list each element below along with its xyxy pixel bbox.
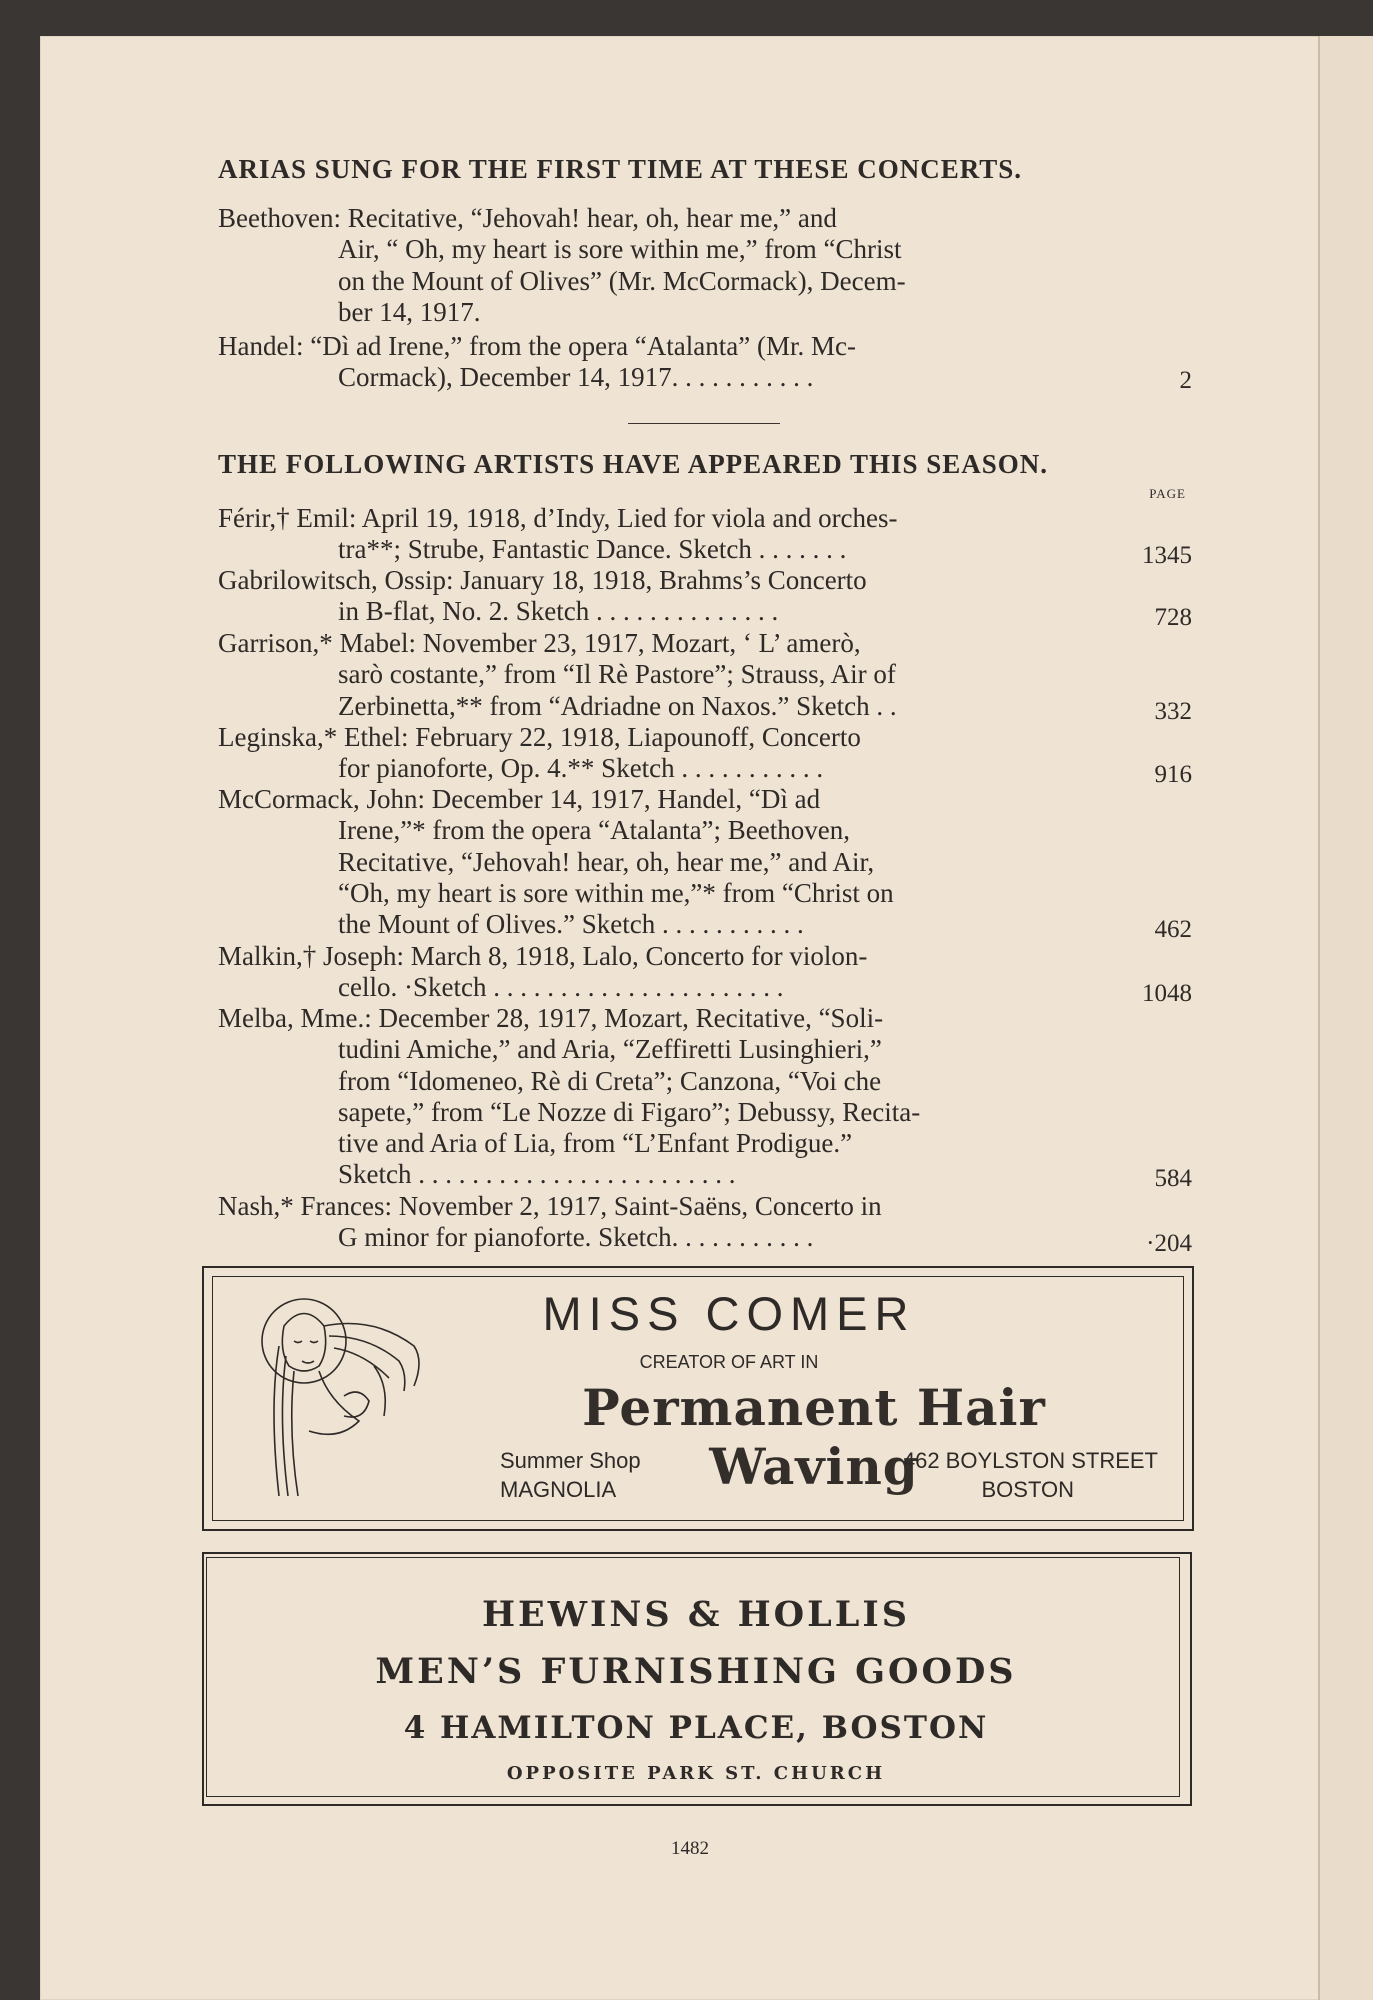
entry-line: McCormack, John: December 14, 1917, Handel, “Dì ad bbox=[218, 784, 821, 814]
page-ref: ·204 bbox=[1146, 1230, 1192, 1257]
section1-heading: ARIAS SUNG FOR THE FIRST TIME AT THESE CONCERTS. bbox=[218, 154, 1023, 184]
entry-nash bbox=[218, 1191, 1192, 1257]
entry-line: Gabrilowitsch, Ossip: January 18, 1918, Brahms’s Concerto bbox=[218, 565, 867, 595]
entry-line: sarò costante,” from “Il Rè Pastore”; Strauss, Air of bbox=[338, 659, 896, 690]
page-column-label: PAGE bbox=[1149, 486, 1186, 501]
ad-comer-right2: BOSTON bbox=[981, 1477, 1074, 1502]
ad-comer-left1: Summer Shop bbox=[500, 1448, 641, 1473]
entry-line: “Oh, my heart is sore within me,”* from “Christ on bbox=[338, 877, 894, 908]
section-divider bbox=[628, 423, 780, 424]
facing-page-edge bbox=[1318, 36, 1373, 2000]
ad-comer-left2: MAGNOLIA bbox=[500, 1477, 617, 1502]
entry-line: Zerbinetta,** from “Adriadne on Naxos.” Sketch . . bbox=[338, 690, 897, 721]
ad-comer-tagline: CREATOR OF ART IN bbox=[639, 1352, 819, 1372]
entry-gabrilowitsch bbox=[218, 565, 1192, 631]
entry-malkin bbox=[218, 941, 1192, 1007]
page-ref: 332 bbox=[1154, 698, 1192, 725]
entry-line: Air, “ Oh, my heart is sore within me,” from “Christ bbox=[338, 234, 902, 265]
entry-line: in B-flat, No. 2. Sketch . . . . . . . . . . . . . . bbox=[338, 596, 779, 627]
entry-line: Malkin,† Joseph: March 8, 1918, Lalo, Concerto for violon- bbox=[218, 941, 868, 971]
entry-line: Melba, Mme.: December 28, 1917, Mozart, Recitative, “Soli- bbox=[218, 1003, 884, 1033]
page-ref: 1345 bbox=[1142, 542, 1192, 569]
entry-garrison bbox=[218, 628, 1192, 725]
entry-line: Handel: “Dì ad Irene,” from the opera “Atalanta” (Mr. Mc- bbox=[218, 331, 856, 361]
ad-comer-right1: 462 BOYLSTON STREET bbox=[902, 1448, 1158, 1473]
entry-melba bbox=[218, 1003, 1192, 1191]
entry-line: Irene,”* from the opera “Atalanta”; Beethoven, bbox=[338, 815, 850, 846]
woman-portrait-illustration bbox=[234, 1286, 454, 1511]
entry-line: from “Idomeneo, Rè di Creta”; Canzona, “Voi che bbox=[338, 1065, 882, 1096]
entry-line: tudini Amiche,” and Aria, “Zeffiretti Lusinghieri,” bbox=[338, 1034, 882, 1065]
entry-line: Nash,* Frances: November 2, 1917, Saint-Saëns, Concerto in bbox=[218, 1191, 882, 1221]
ad-hewins-line1: HEWINS & HOLLIS bbox=[481, 1594, 911, 1635]
entry-line: Recitative, “Jehovah! hear, oh, hear me,” and Air, bbox=[338, 846, 875, 877]
ad-comer-service: Permanent Hair Waving bbox=[582, 1378, 1046, 1496]
entry-line: Garrison,* Mabel: November 23, 1917, Mozart, ‘ L’ amerò, bbox=[218, 628, 861, 658]
entry-line: Beethoven: Recitative, “Jehovah! hear, oh, hear me,” and bbox=[218, 203, 837, 233]
ad-comer-name: MISS COMER bbox=[542, 1287, 916, 1340]
section2-heading: THE FOLLOWING ARTISTS HAVE APPEARED THIS SEASON. bbox=[218, 449, 1049, 479]
entry-line: sapete,” from “Le Nozze di Figaro”; Debussy, Recita- bbox=[338, 1096, 921, 1127]
entry-line: tra**; Strube, Fantastic Dance. Sketch . . . . . . . bbox=[338, 534, 847, 565]
entry-beethoven bbox=[218, 203, 1192, 328]
entry-handel bbox=[218, 331, 1192, 394]
ad-hewins-line4: OPPOSITE PARK ST. CHURCH bbox=[506, 1763, 886, 1784]
page-ref: 916 bbox=[1154, 761, 1192, 788]
ad-hewins-line2: MEN’S FURNISHING GOODS bbox=[375, 1651, 1017, 1692]
entry-line: Sketch . . . . . . . . . . . . . . . . . . . . . . . . bbox=[338, 1159, 736, 1190]
entry-line: ber 14, 1917. bbox=[338, 296, 481, 327]
page-ref: 2 bbox=[1179, 367, 1192, 394]
page-ref: 728 bbox=[1154, 604, 1192, 631]
page-number: 1482 bbox=[671, 1838, 709, 1859]
page-ref: 1048 bbox=[1142, 980, 1192, 1007]
entry-line: G minor for pianoforte. Sketch. . . . . . . . . . . bbox=[338, 1222, 814, 1253]
entry-line: the Mount of Olives.” Sketch . . . . . . . . . . . bbox=[338, 909, 804, 940]
entry-line: on the Mount of Olives” (Mr. McCormack), Decem- bbox=[338, 265, 906, 296]
entry-line: cello. ·Sketch . . . . . . . . . . . . . . . . . . . . . . bbox=[338, 972, 784, 1003]
entry-leginska bbox=[218, 722, 1192, 788]
entry-line: Leginska,* Ethel: February 22, 1918, Liapounoff, Concerto bbox=[218, 722, 861, 752]
page-ref: 462 bbox=[1154, 916, 1192, 943]
ad-miss-comer bbox=[202, 1266, 1194, 1531]
entry-line: Férir,† Emil: April 19, 1918, d’Indy, Lied for viola and orches- bbox=[218, 503, 898, 533]
ad-hewins-line3: 4 HAMILTON PLACE, BOSTON bbox=[403, 1710, 989, 1746]
entry-line: for pianoforte, Op. 4.** Sketch . . . . . . . . . . . bbox=[338, 753, 824, 784]
entry-mccormack bbox=[218, 784, 1192, 943]
entry-ferir bbox=[218, 503, 1192, 569]
page-ref: 584 bbox=[1154, 1165, 1192, 1192]
entry-line: Cormack), December 14, 1917. . . . . . . . . . . bbox=[338, 362, 814, 393]
entry-line: tive and Aria of Lia, from “L’Enfant Prodigue.” bbox=[338, 1128, 853, 1159]
ad-hewins-hollis bbox=[202, 1550, 1190, 1551]
